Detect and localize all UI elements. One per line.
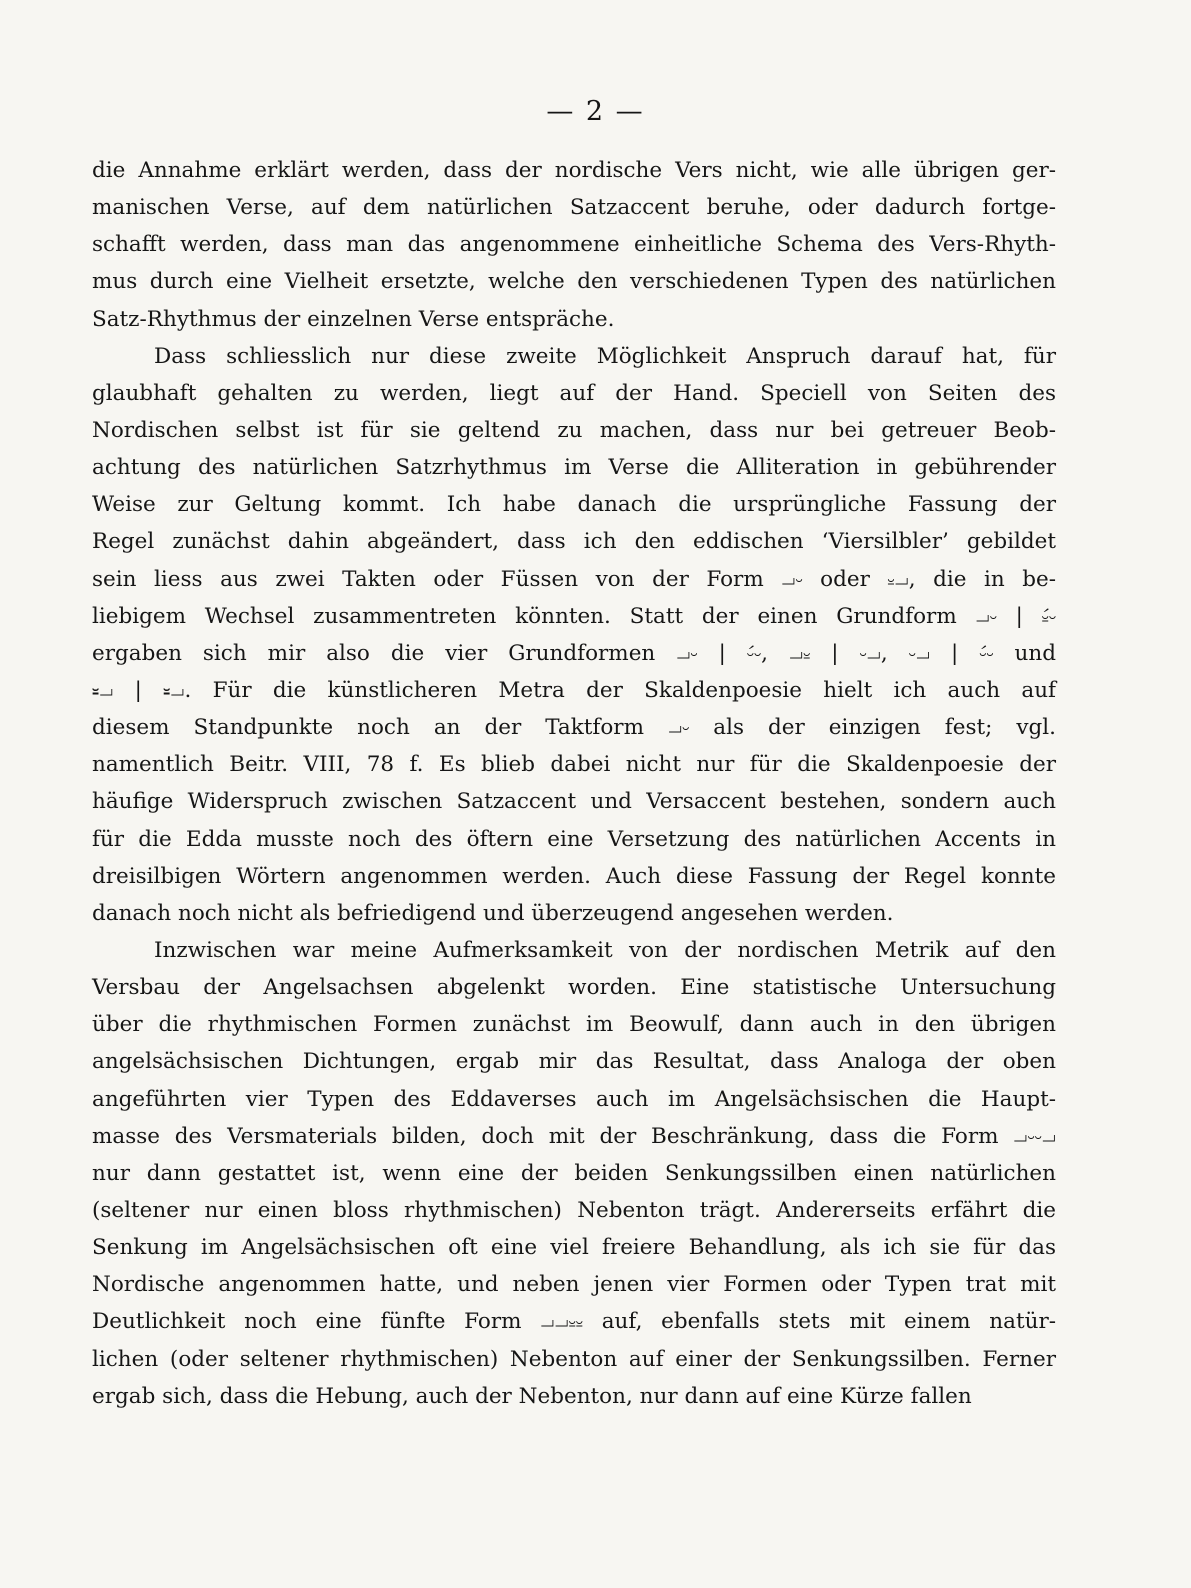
- text-line: (seltener nur einen bloss rhythmischen) Nebenton trägt. Andererseits erfährt die: [92, 1197, 1056, 1223]
- text-line: diesem Standpunkte noch an der Taktform ⏗⏑ als der einzigen fest; vgl.: [92, 715, 1056, 741]
- text-line: Nordischen selbst ist für sie geltend zu machen, dass nur bei getreuer Beob-: [92, 417, 1056, 443]
- text-line: ⏓⏗ | ⏓⏗. Für die künstlicheren Metra der Skaldenpoesie hielt ich auch auf: [92, 677, 1056, 703]
- text-line: Deutlichkeit noch eine fünfte Form ⏗⏗⏓⏓ auf, ebenfalls stets mit einem natür-: [92, 1309, 1056, 1335]
- text-line: für die Edda musste noch des öftern eine Versetzung des natürlichen Accents in: [92, 826, 1056, 852]
- text-line: schafft werden, dass man das angenommene einheitliche Schema des Vers-Rhyth-: [92, 232, 1056, 258]
- text-line: Dass schliesslich nur diese zweite Möglichkeit Anspruch darauf hat, für: [154, 343, 1056, 369]
- text-line: Satz-Rhythmus der einzelnen Verse entspräche.: [92, 306, 615, 332]
- text-line: nur dann gestattet ist, wenn eine der beiden Senkungssilben einen natürlichen: [92, 1160, 1056, 1186]
- text-line: sein liess aus zwei Takten oder Füssen von der Form ⏗⏑ oder ⏓⏗, die in be-: [92, 566, 1056, 592]
- text-line: häufige Widerspruch zwischen Satzaccent und Versaccent bestehen, sondern auch: [92, 789, 1056, 815]
- text-line: lichen (oder seltener rhythmischen) Nebenton auf einer der Senkungssilben. Ferner: [92, 1346, 1056, 1372]
- page-number: — 2 —: [546, 96, 645, 127]
- text-line: mus durch eine Vielheit ersetzte, welche den verschiedenen Typen des natürlichen: [92, 269, 1056, 295]
- paragraph-1: [92, 152, 1056, 338]
- text-line: namentlich Beitr. VIII, 78 f. Es blieb dabei nicht nur für die Skaldenpoesie der: [92, 752, 1056, 778]
- text-line: danach noch nicht als befriedigend und überzeugend angesehen werden.: [92, 900, 894, 926]
- text-line: ergaben sich mir also die vier Grundformen ⏗⏑ | ⏑́⏑, ⏗⏓ | ⏑⏗, ⏑⏗ | ⏑́⏑ und: [92, 640, 1056, 666]
- text-line: Weise zur Geltung kommt. Ich habe danach die ursprüngliche Fassung der: [92, 492, 1056, 518]
- text-line: liebigem Wechsel zusammentreten könnten. Statt der einen Grundform ⏗⏑ | ⏓́⏑: [92, 603, 1056, 629]
- text-line: über die rhythmischen Formen zunächst im Beowulf, dann auch in den übrigen: [92, 1012, 1056, 1038]
- text-line: Regel zunächst dahin abgeändert, dass ich den eddischen ‘Viersilbler’ gebildet: [92, 529, 1056, 555]
- text-line: die Annahme erklärt werden, dass der nordische Vers nicht, wie alle übrigen ger-: [92, 158, 1056, 183]
- text-line: Nordische angenommen hatte, und neben jenen vier Formen oder Typen trat mit: [92, 1272, 1056, 1298]
- text-line: dreisilbigen Wörtern angenommen werden. Auch diese Fassung der Regel konnte: [92, 863, 1056, 889]
- paragraph-3: [92, 932, 1056, 1415]
- body-text: [92, 152, 1056, 1415]
- text-line: ergab sich, dass die Hebung, auch der Nebenton, nur dann auf eine Kürze fallen: [92, 1383, 972, 1409]
- paragraph-2: [92, 338, 1056, 932]
- text-line: Versbau der Angelsachsen abgelenkt worden. Eine statistische Untersuchung: [92, 975, 1056, 1001]
- text-line: manischen Verse, auf dem natürlichen Satzaccent beruhe, oder dadurch fortge-: [92, 195, 1056, 221]
- text-line: masse des Versmaterials bilden, doch mit der Beschränkung, dass die Form ⏗⏑⏑⏗: [92, 1123, 1056, 1149]
- text-line: Senkung im Angelsächsischen oft eine viel freiere Behandlung, als ich sie für das: [92, 1235, 1056, 1261]
- text-line: glaubhaft gehalten zu werden, liegt auf der Hand. Speciell von Seiten des: [92, 380, 1056, 406]
- text-line: Inzwischen war meine Aufmerksamkeit von der nordischen Metrik auf den: [154, 937, 1056, 963]
- text-line: angeführten vier Typen des Eddaverses auch im Angelsächsischen die Haupt-: [92, 1086, 1056, 1112]
- text-line: angelsächsischen Dichtungen, ergab mir das Resultat, dass Analoga der oben: [92, 1049, 1056, 1075]
- text-line: achtung des natürlichen Satzrhythmus im Verse die Alliteration in gebührender: [92, 455, 1056, 481]
